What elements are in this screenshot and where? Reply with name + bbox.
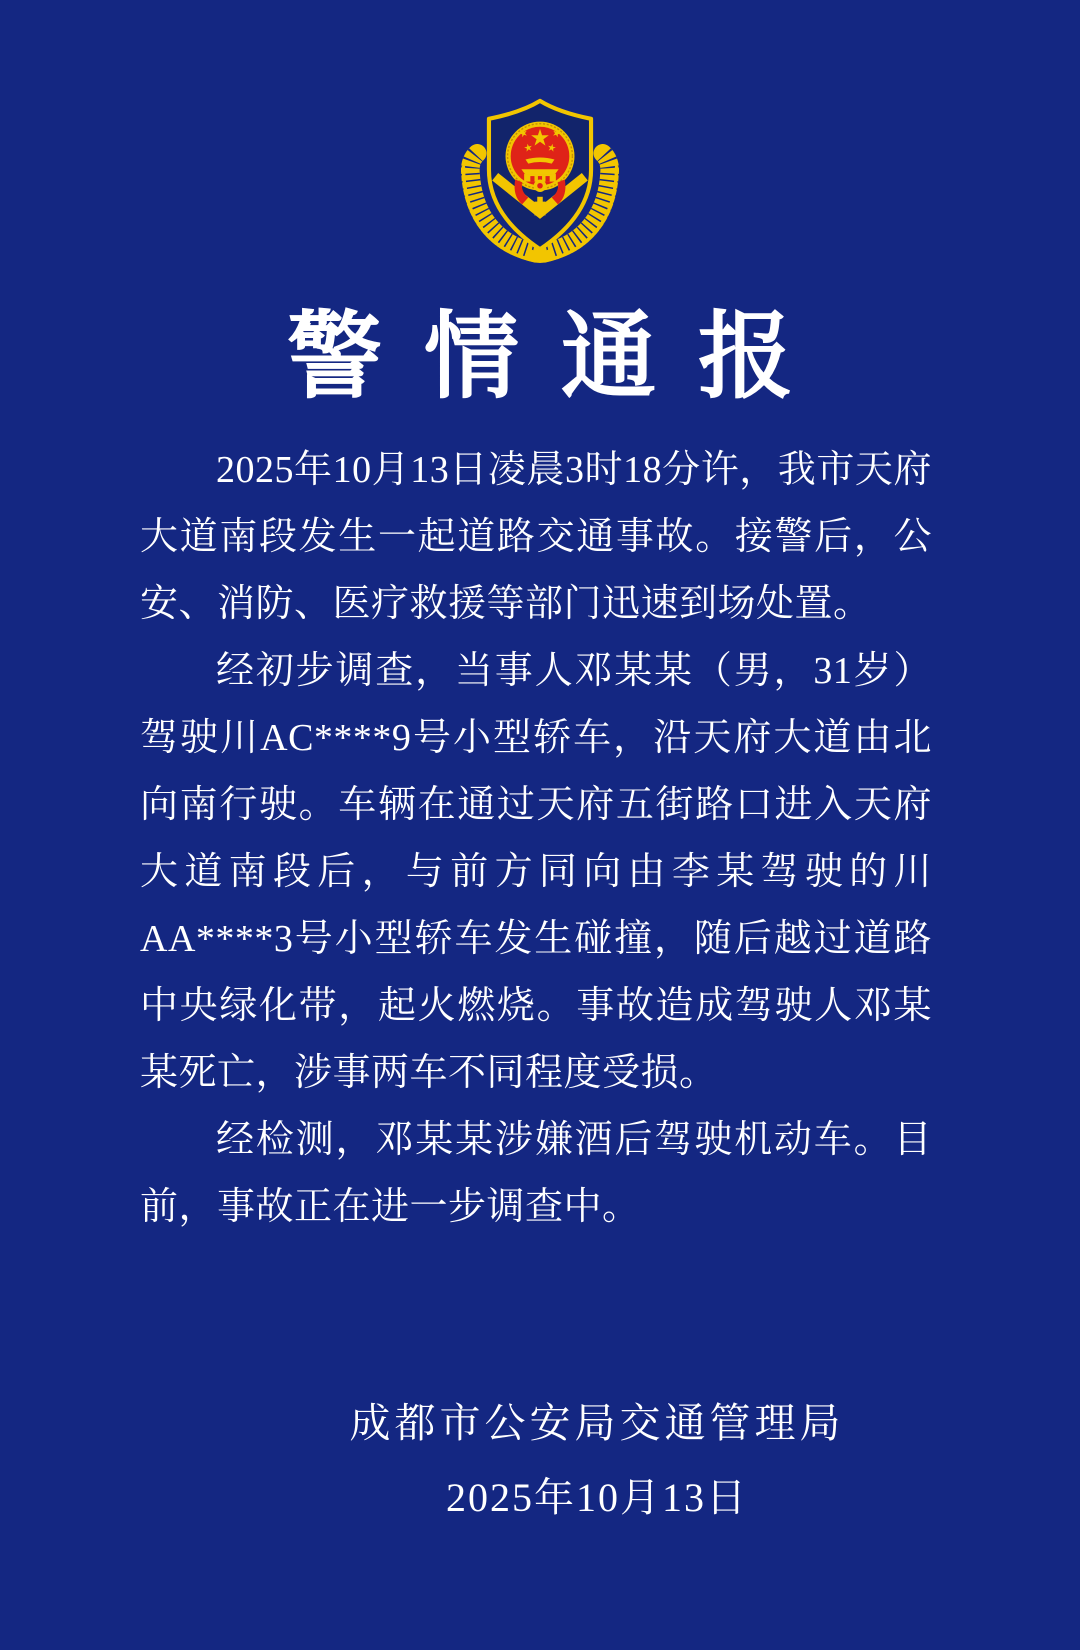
notice-paragraph-3: 经检测，邓某某涉嫌酒后驾驶机动车。目前，事故正在进一步调查中。 (140, 1119, 932, 1228)
notice-paragraph-1: 2025年10月13日凌晨3时18分许，我市天府大道南段发生一起道路交通事故。接警后，公安、消防、医疗救援等部门迅速到场处置。 (140, 449, 932, 625)
issuing-agency: 成都市公安局交通管理局 (349, 1400, 845, 1446)
notice-title: 警情通报 (286, 304, 835, 410)
signature-block (57, 1395, 1080, 1522)
badge-container (0, 94, 1080, 263)
notice-paragraph-2: 经初步调查，当事人邓某某（男，31岁）驾驶川AC****9号小型轿车，沿天府大道由北向南行驶。车辆在通过天府五街路口进入天府大道南段后，与前方同向由李某驾驶的川AA****3号小型轿车发生碰撞，随后越过道路中央绿化带，起火燃烧。事故造成驾驶人邓某某死亡，涉事两车不同程度受损。 (140, 650, 932, 1094)
police-badge-icon (457, 94, 623, 263)
issue-date: 2025年10月13日 (446, 1475, 748, 1521)
notice-body (140, 437, 932, 1241)
